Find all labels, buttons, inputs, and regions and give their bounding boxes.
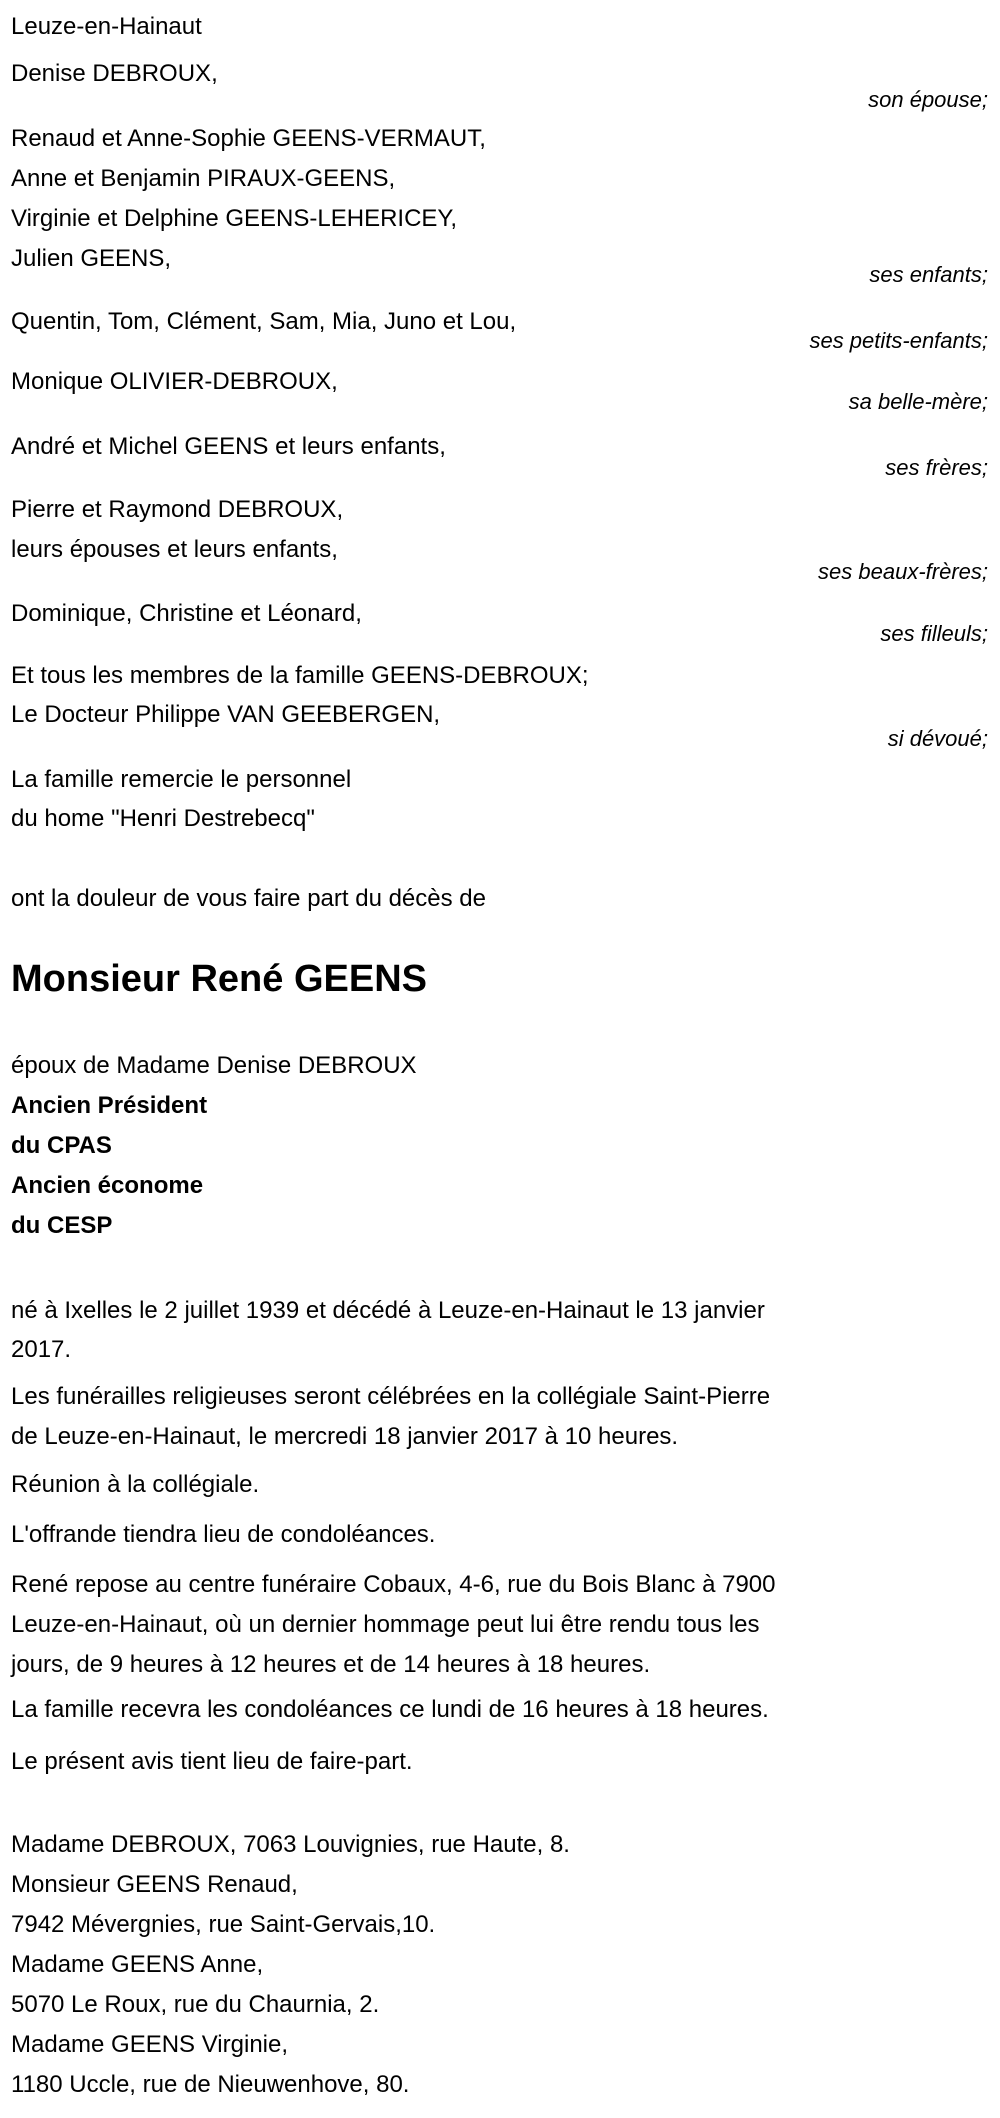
address-line: 7942 Mévergnies, rue Saint-Gervais,10. bbox=[11, 1911, 436, 1938]
title-line: du CPAS bbox=[11, 1132, 112, 1159]
rest-paragraph: Leuze-en-Hainaut, où un dernier hommage peut lui être rendu tous les bbox=[11, 1611, 760, 1638]
condolences-paragraph: La famille recevra les condoléances ce lundi de 16 heures à 18 heures. bbox=[11, 1696, 769, 1723]
family-name-line: Pierre et Raymond DEBROUX, bbox=[11, 496, 344, 523]
family-name-line: Le Docteur Philippe VAN GEEBERGEN, bbox=[11, 701, 441, 728]
relation-label: ses frères; bbox=[885, 455, 988, 480]
relation-label: si dévoué; bbox=[887, 726, 988, 751]
family-name-line: André et Michel GEENS et leurs enfants, bbox=[11, 433, 446, 460]
funeral-paragraph: de Leuze-en-Hainaut, le mercredi 18 janvier 2017 à 10 heures. bbox=[11, 1423, 679, 1450]
address-line: Madame GEENS Virginie, bbox=[11, 2031, 289, 2058]
notice-paragraph: Le présent avis tient lieu de faire-part. bbox=[11, 1748, 413, 1775]
family-name-line: Denise DEBROUX, bbox=[11, 60, 218, 87]
family-name-line: Renaud et Anne-Sophie GEENS-VERMAUT, bbox=[11, 125, 486, 152]
announcement-text: ont la douleur de vous faire part du décès de bbox=[11, 885, 486, 912]
title-line: du CESP bbox=[11, 1212, 113, 1239]
relation-label: sa belle-mère; bbox=[848, 389, 988, 414]
rest-paragraph: René repose au centre funéraire Cobaux, 4-6, rue du Bois Blanc à 7900 bbox=[11, 1571, 776, 1598]
family-name-line: Et tous les membres de la famille GEENS-DEBROUX; bbox=[11, 662, 589, 689]
family-name-line: Monique OLIVIER-DEBROUX, bbox=[11, 368, 338, 395]
address-line: Madame GEENS Anne, bbox=[11, 1951, 264, 1978]
rest-paragraph: jours, de 9 heures à 12 heures et de 14 heures à 18 heures. bbox=[11, 1651, 651, 1678]
family-name-line: Virginie et Delphine GEENS-LEHERICEY, bbox=[11, 205, 457, 232]
relation-label: ses filleuls; bbox=[880, 621, 988, 646]
family-name-line: leurs épouses et leurs enfants, bbox=[11, 536, 338, 563]
birth-death-paragraph: né à Ixelles le 2 juillet 1939 et décédé à Leuze-en-Hainaut le 13 janvier bbox=[11, 1297, 765, 1324]
relation-label: son épouse; bbox=[868, 87, 988, 112]
address-line: 5070 Le Roux, rue du Chaurnia, 2. bbox=[11, 1991, 380, 2018]
family-name-line: Julien GEENS, bbox=[11, 245, 172, 272]
location-heading: Leuze-en-Hainaut bbox=[11, 13, 202, 40]
thanks-line: La famille remercie le personnel bbox=[11, 766, 352, 793]
relation-label: ses petits-enfants; bbox=[809, 328, 988, 353]
relation-label: ses enfants; bbox=[869, 262, 988, 287]
funeral-paragraph: Les funérailles religieuses seront célébrées en la collégiale Saint-Pierre bbox=[11, 1383, 771, 1410]
deceased-name: Monsieur René GEENS bbox=[11, 958, 427, 1000]
thanks-line: du home "Henri Destrebecq" bbox=[11, 805, 315, 832]
address-line: Monsieur GEENS Renaud, bbox=[11, 1871, 298, 1898]
family-name-line: Quentin, Tom, Clément, Sam, Mia, Juno et Lou, bbox=[11, 308, 517, 335]
spouse-line: époux de Madame Denise DEBROUX bbox=[11, 1052, 417, 1079]
family-name-line: Anne et Benjamin PIRAUX-GEENS, bbox=[11, 165, 396, 192]
title-line: Ancien Président bbox=[11, 1092, 208, 1119]
birth-death-paragraph: 2017. bbox=[11, 1336, 72, 1363]
offering-paragraph: L'offrande tiendra lieu de condoléances. bbox=[11, 1521, 436, 1548]
family-name-line: Dominique, Christine et Léonard, bbox=[11, 600, 362, 627]
title-line: Ancien économe bbox=[11, 1172, 204, 1199]
meeting-paragraph: Réunion à la collégiale. bbox=[11, 1471, 260, 1498]
relation-label: ses beaux-frères; bbox=[818, 559, 988, 584]
address-line: 1180 Uccle, rue de Nieuwenhove, 80. bbox=[11, 2071, 410, 2098]
address-line: Madame DEBROUX, 7063 Louvignies, rue Haute, 8. bbox=[11, 1831, 570, 1858]
